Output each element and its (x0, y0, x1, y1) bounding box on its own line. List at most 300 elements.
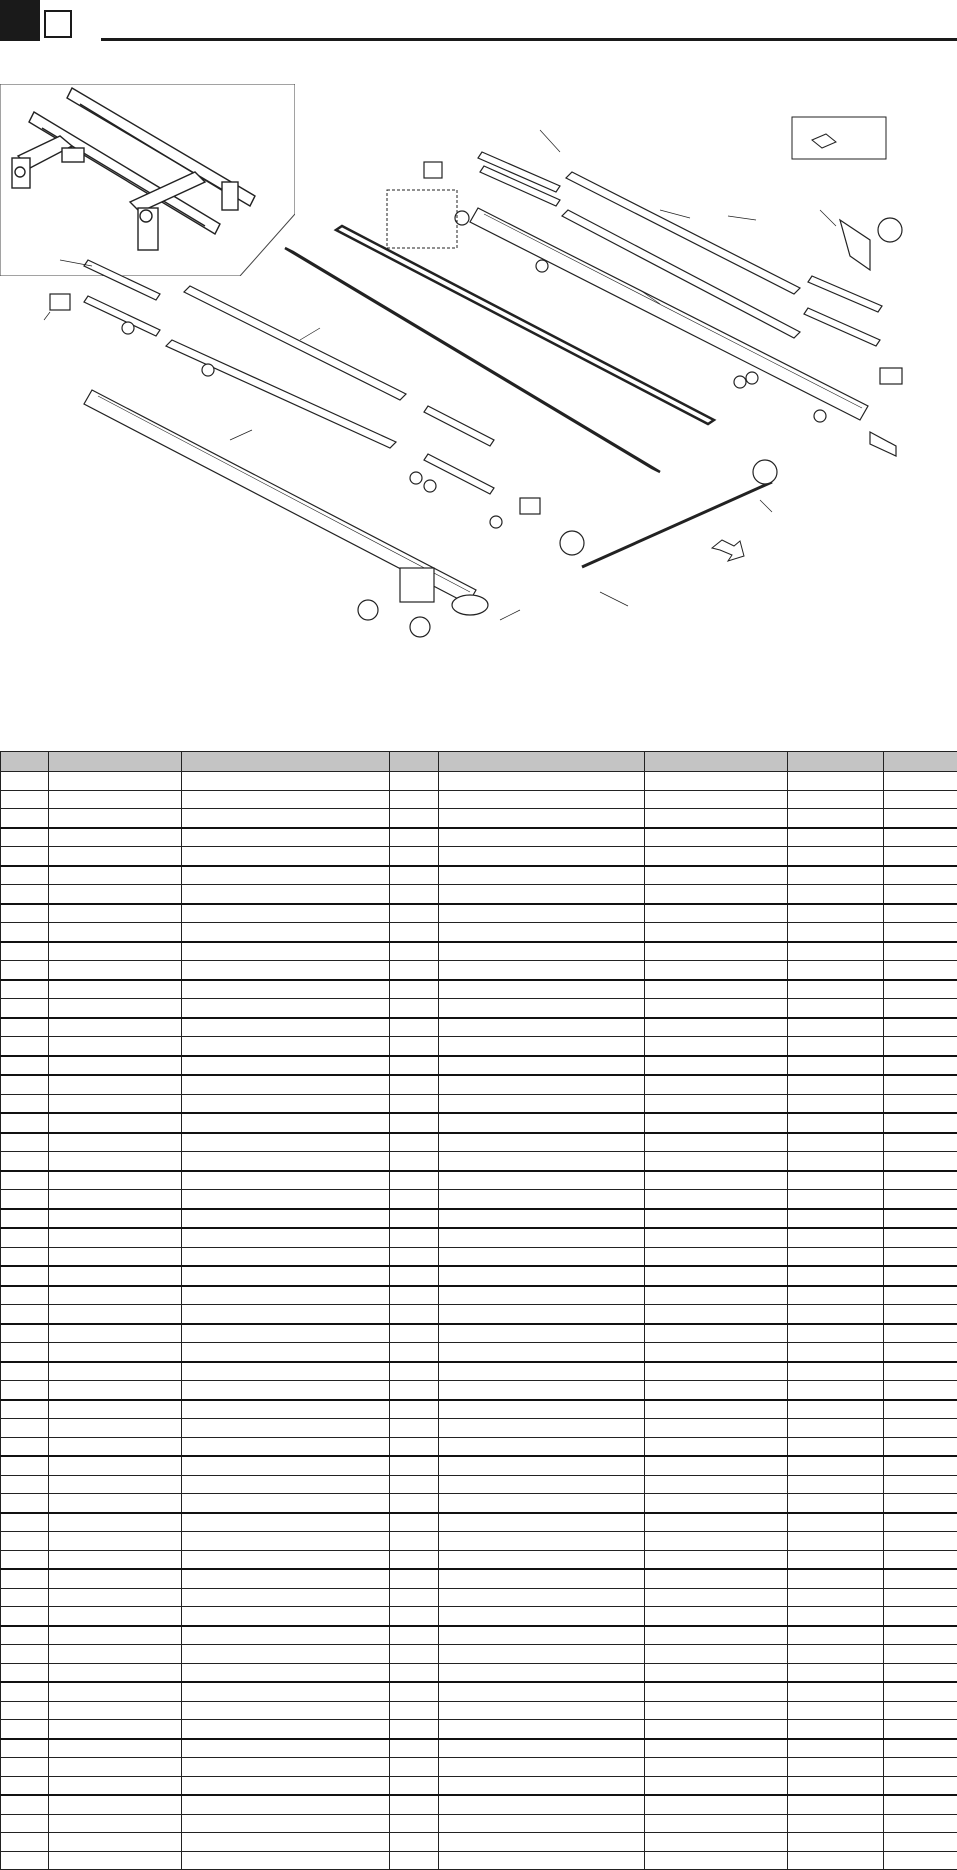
table-cell (645, 1682, 788, 1701)
table-cell (390, 1663, 439, 1682)
table-cell (439, 961, 645, 980)
table-cell (788, 1037, 884, 1056)
table-cell (49, 1720, 182, 1739)
table-cell (645, 1663, 788, 1682)
table-cell (1, 1228, 49, 1247)
table-cell (182, 1266, 390, 1286)
table-row (1, 1550, 957, 1569)
table-cell (439, 1569, 645, 1588)
table-cell (49, 1018, 182, 1037)
table-cell (1, 1456, 49, 1475)
table-cell (884, 1532, 957, 1551)
table-cell (884, 1851, 957, 1870)
table-cell (884, 1475, 957, 1494)
table-cell (439, 1056, 645, 1076)
parts-table (0, 751, 957, 1870)
column-header (49, 752, 182, 772)
table-cell (439, 1075, 645, 1094)
table-cell (182, 1190, 390, 1209)
table-cell (390, 1701, 439, 1720)
table-row (1, 1494, 957, 1513)
table-cell (645, 904, 788, 923)
table-cell (390, 1532, 439, 1551)
table-cell (788, 1056, 884, 1076)
table-cell (390, 885, 439, 904)
table-cell (182, 828, 390, 847)
table-cell (49, 1851, 182, 1870)
table-cell (439, 904, 645, 923)
table-cell (49, 923, 182, 942)
table-cell (439, 1362, 645, 1381)
table-cell (182, 1324, 390, 1343)
table-cell (49, 1419, 182, 1438)
table-cell (645, 1776, 788, 1795)
table-cell (439, 790, 645, 809)
table-cell (182, 1419, 390, 1438)
table-cell (645, 847, 788, 866)
table-cell (1, 1286, 49, 1305)
table-cell (390, 942, 439, 961)
table-cell (49, 1494, 182, 1513)
table-cell (1, 1190, 49, 1209)
table-cell (788, 1324, 884, 1343)
table-cell (439, 1720, 645, 1739)
detail-inset-icon (387, 190, 457, 248)
table-cell (49, 809, 182, 828)
table-cell (439, 885, 645, 904)
table-cell (884, 961, 957, 980)
table-cell (1, 1607, 49, 1626)
table-cell (645, 1362, 788, 1381)
table-cell (788, 1171, 884, 1190)
table-cell (390, 1814, 439, 1833)
table-cell (884, 999, 957, 1018)
table-cell (884, 1626, 957, 1645)
table-cell (1, 1532, 49, 1551)
table-cell (439, 1701, 645, 1720)
table-row (1, 1362, 957, 1381)
exploded-frame-diagram-icon (0, 100, 957, 710)
table-cell (645, 1113, 788, 1133)
table-cell (645, 828, 788, 847)
table-cell (390, 772, 439, 791)
table-cell (439, 1324, 645, 1343)
table-cell (1, 1851, 49, 1870)
table-cell (390, 1419, 439, 1438)
table-cell (645, 1266, 788, 1286)
table-cell (1, 866, 49, 885)
table-cell (390, 1720, 439, 1739)
table-cell (390, 1228, 439, 1247)
table-cell (788, 1739, 884, 1758)
table-cell (1, 885, 49, 904)
table-cell (788, 866, 884, 885)
table-cell (49, 1133, 182, 1152)
table-cell (49, 1437, 182, 1456)
table-cell (390, 1550, 439, 1569)
table-cell (1, 1833, 49, 1852)
table-row (1, 1113, 957, 1133)
table-cell (182, 1663, 390, 1682)
table-cell (645, 1400, 788, 1419)
table-cell (182, 772, 390, 791)
table-cell (390, 790, 439, 809)
table-cell (1, 999, 49, 1018)
table-cell (182, 1758, 390, 1777)
table-cell (788, 1075, 884, 1094)
table-row (1, 1851, 957, 1870)
table-cell (182, 1795, 390, 1814)
table-cell (49, 999, 182, 1018)
table-cell (788, 1776, 884, 1795)
table-cell (884, 1513, 957, 1532)
table-cell (884, 1663, 957, 1682)
table-cell (439, 1437, 645, 1456)
table-cell (645, 1037, 788, 1056)
table-cell (645, 1550, 788, 1569)
table-cell (182, 1720, 390, 1739)
table-row (1, 1247, 957, 1266)
table-row (1, 1437, 957, 1456)
table-row (1, 980, 957, 999)
table-cell (645, 1247, 788, 1266)
table-cell (390, 828, 439, 847)
table-cell (788, 1607, 884, 1626)
table-cell (788, 1209, 884, 1229)
table-cell (645, 1056, 788, 1076)
table-cell (49, 1758, 182, 1777)
table-cell (1, 1305, 49, 1324)
table-cell (390, 1513, 439, 1532)
table-cell (390, 1588, 439, 1607)
table-cell (439, 1776, 645, 1795)
table-cell (788, 1645, 884, 1664)
table-cell (884, 1682, 957, 1701)
table-cell (49, 1701, 182, 1720)
column-header (645, 752, 788, 772)
table-cell (645, 1286, 788, 1305)
table-cell (182, 999, 390, 1018)
table-cell (884, 1833, 957, 1852)
table-cell (645, 1513, 788, 1532)
section-tab-filled (0, 0, 40, 41)
table-cell (788, 1419, 884, 1438)
table-cell (182, 1056, 390, 1076)
table-cell (439, 1133, 645, 1152)
table-cell (49, 1682, 182, 1701)
table-cell (788, 942, 884, 961)
table-cell (49, 1626, 182, 1645)
table-cell (390, 1456, 439, 1475)
table-cell (788, 1851, 884, 1870)
table-cell (788, 980, 884, 999)
table-cell (182, 1456, 390, 1475)
table-cell (390, 1437, 439, 1456)
table-cell (49, 1475, 182, 1494)
table-cell (390, 1739, 439, 1758)
table-cell (182, 885, 390, 904)
table-cell (439, 1094, 645, 1113)
table-cell (788, 885, 884, 904)
table-cell (390, 1494, 439, 1513)
table-cell (1, 1776, 49, 1795)
table-cell (182, 1494, 390, 1513)
table-row (1, 1814, 957, 1833)
table-cell (390, 1305, 439, 1324)
table-cell (182, 1075, 390, 1094)
table-row (1, 1758, 957, 1777)
table-cell (390, 1209, 439, 1229)
table-cell (788, 1247, 884, 1266)
table-cell (390, 961, 439, 980)
table-cell (1, 1381, 49, 1400)
table-cell (645, 1171, 788, 1190)
table-cell (645, 1437, 788, 1456)
table-cell (884, 1075, 957, 1094)
table-cell (645, 1701, 788, 1720)
table-cell (788, 1682, 884, 1701)
column-header (884, 752, 957, 772)
table-cell (645, 885, 788, 904)
table-cell (182, 1851, 390, 1870)
table-cell (788, 847, 884, 866)
table-cell (1, 1758, 49, 1777)
table-cell (182, 1381, 390, 1400)
table-cell (645, 1190, 788, 1209)
table-cell (390, 1758, 439, 1777)
table-cell (884, 1266, 957, 1286)
table-cell (788, 961, 884, 980)
table-cell (49, 1569, 182, 1588)
table-row (1, 772, 957, 791)
table-cell (645, 1381, 788, 1400)
table-cell (182, 1645, 390, 1664)
table-cell (645, 1209, 788, 1229)
table-cell (645, 1075, 788, 1094)
table-cell (182, 961, 390, 980)
table-row (1, 828, 957, 847)
table-cell (1, 980, 49, 999)
table-cell (884, 1588, 957, 1607)
table-cell (788, 1550, 884, 1569)
table-row (1, 1475, 957, 1494)
table-cell (1, 1362, 49, 1381)
table-cell (182, 1247, 390, 1266)
table-cell (182, 1018, 390, 1037)
table-cell (1, 1550, 49, 1569)
table-cell (1, 1569, 49, 1588)
table-row (1, 1833, 957, 1852)
table-row (1, 1419, 957, 1438)
table-cell (182, 1588, 390, 1607)
table-cell (884, 1437, 957, 1456)
table-cell (788, 1795, 884, 1814)
table-cell (182, 866, 390, 885)
table-cell (645, 1343, 788, 1362)
table-cell (49, 1645, 182, 1664)
table-row (1, 1343, 957, 1362)
table-cell (49, 1588, 182, 1607)
table-cell (1, 1171, 49, 1190)
table-cell (49, 1075, 182, 1094)
table-cell (788, 1833, 884, 1852)
table-cell (182, 1094, 390, 1113)
table-cell (1, 828, 49, 847)
table-cell (49, 904, 182, 923)
column-header (788, 752, 884, 772)
table-row (1, 790, 957, 809)
table-cell (1, 961, 49, 980)
table-cell (439, 1113, 645, 1133)
table-cell (645, 1626, 788, 1645)
table-row (1, 1645, 957, 1664)
table-cell (49, 980, 182, 999)
table-cell (645, 1720, 788, 1739)
table-cell (884, 885, 957, 904)
table-row (1, 1701, 957, 1720)
table-cell (884, 1037, 957, 1056)
table-cell (390, 999, 439, 1018)
table-cell (439, 1663, 645, 1682)
table-cell (390, 1776, 439, 1795)
table-cell (788, 904, 884, 923)
table-cell (1, 1247, 49, 1266)
table-row (1, 1075, 957, 1094)
table-cell (1, 923, 49, 942)
table-cell (49, 1286, 182, 1305)
table-cell (439, 1190, 645, 1209)
table-cell (884, 772, 957, 791)
table-row (1, 942, 957, 961)
table-cell (645, 1228, 788, 1247)
table-cell (182, 1739, 390, 1758)
table-cell (49, 1209, 182, 1229)
table-row (1, 1018, 957, 1037)
table-cell (1, 1475, 49, 1494)
table-cell (182, 923, 390, 942)
table-cell (439, 1626, 645, 1645)
table-cell (49, 772, 182, 791)
table-cell (439, 942, 645, 961)
table-cell (1, 1663, 49, 1682)
table-cell (884, 1362, 957, 1381)
table-cell (788, 1437, 884, 1456)
table-row (1, 1720, 957, 1739)
table-cell (439, 1228, 645, 1247)
table-cell (182, 1550, 390, 1569)
table-row (1, 1456, 957, 1475)
table-cell (884, 1113, 957, 1133)
table-cell (439, 1814, 645, 1833)
table-cell (645, 1456, 788, 1475)
table-cell (884, 1419, 957, 1438)
table-row (1, 1739, 957, 1758)
table-cell (788, 1094, 884, 1113)
table-cell (884, 1758, 957, 1777)
table-row (1, 1682, 957, 1701)
table-row (1, 1607, 957, 1626)
table-cell (182, 847, 390, 866)
table-cell (645, 1645, 788, 1664)
table-cell (788, 1532, 884, 1551)
table-cell (182, 1362, 390, 1381)
table-cell (1, 790, 49, 809)
table-cell (182, 1626, 390, 1645)
table-row (1, 1532, 957, 1551)
table-cell (788, 809, 884, 828)
table-cell (788, 1266, 884, 1286)
table-cell (1, 809, 49, 828)
table-cell (884, 980, 957, 999)
table-cell (1, 1113, 49, 1133)
column-header (439, 752, 645, 772)
table-cell (1, 1133, 49, 1152)
table-cell (884, 790, 957, 809)
table-cell (1, 904, 49, 923)
table-cell (1, 1814, 49, 1833)
table-cell (390, 1682, 439, 1701)
table-cell (1, 1037, 49, 1056)
table-cell (49, 961, 182, 980)
table-cell (439, 1513, 645, 1532)
table-cell (1, 1343, 49, 1362)
table-cell (788, 1701, 884, 1720)
table-cell (49, 1362, 182, 1381)
table-cell (884, 809, 957, 828)
table-cell (1, 1739, 49, 1758)
table-cell (645, 1569, 788, 1588)
table-cell (390, 904, 439, 923)
table-cell (49, 1400, 182, 1419)
table-cell (1, 1513, 49, 1532)
table-cell (645, 942, 788, 961)
table-cell (884, 1247, 957, 1266)
table-cell (439, 1475, 645, 1494)
table-cell (884, 1814, 957, 1833)
table-cell (390, 1171, 439, 1190)
table-cell (182, 790, 390, 809)
parts-table-body (1, 772, 957, 1870)
table-cell (1, 1682, 49, 1701)
table-cell (645, 1133, 788, 1152)
table-cell (884, 1018, 957, 1037)
table-cell (390, 1833, 439, 1852)
table-cell (182, 1607, 390, 1626)
table-row (1, 1094, 957, 1113)
table-cell (182, 1343, 390, 1362)
table-cell (439, 1209, 645, 1229)
table-cell (182, 1113, 390, 1133)
table-cell (439, 1152, 645, 1171)
table-row (1, 847, 957, 866)
table-cell (1, 1626, 49, 1645)
table-cell (439, 980, 645, 999)
table-cell (182, 1228, 390, 1247)
table-cell (49, 1113, 182, 1133)
table-cell (49, 1663, 182, 1682)
table-row (1, 1663, 957, 1682)
table-cell (439, 1037, 645, 1056)
table-cell (645, 790, 788, 809)
table-cell (390, 1343, 439, 1362)
table-cell (390, 1400, 439, 1419)
table-cell (439, 1266, 645, 1286)
table-cell (182, 1305, 390, 1324)
table-cell (1, 847, 49, 866)
table-cell (884, 1776, 957, 1795)
table-row (1, 1209, 957, 1229)
table-cell (1, 1094, 49, 1113)
